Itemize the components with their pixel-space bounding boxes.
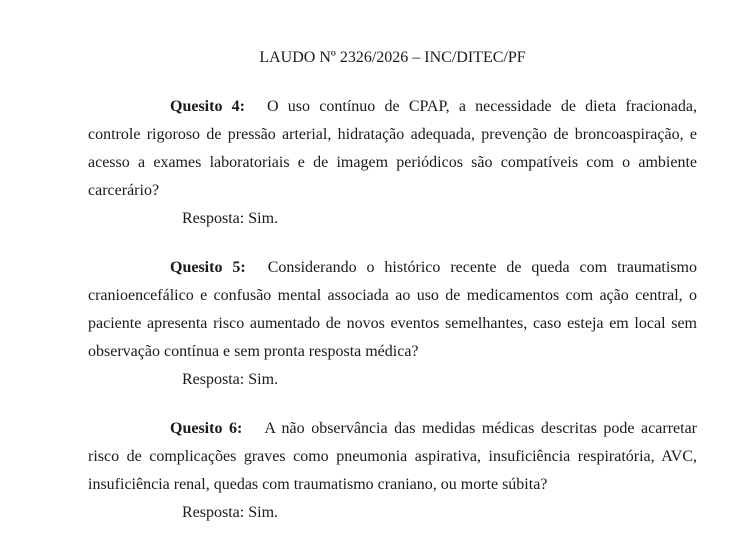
quesito-paragraph bbox=[88, 254, 697, 366]
document-title: LAUDO Nº 2326/2026 – INC/DITEC/PF bbox=[259, 49, 526, 66]
quesito-block bbox=[88, 254, 697, 394]
quesito-paragraph bbox=[88, 93, 697, 205]
quesito-paragraph bbox=[88, 415, 697, 499]
quesito-block bbox=[88, 93, 697, 233]
quesito-label: Quesito 6: bbox=[170, 420, 243, 437]
quesito-text: O uso contínuo de CPAP, a necessidade de dieta fracionada, controle rigoroso de pressão arterial, hidratação adequada, prevenção de broncoaspiração, e acesso a exames laboratoriais e de imagem periódicos são compatíveis com o ambiente carcerário? bbox=[88, 98, 697, 199]
quesito-label: Quesito 4: bbox=[170, 98, 246, 115]
resposta-line: Resposta: Sim. bbox=[182, 371, 279, 388]
quesito-label: Quesito 5: bbox=[170, 259, 246, 276]
resposta-line: Resposta: Sim. bbox=[182, 210, 279, 227]
resposta-line: Resposta: Sim. bbox=[182, 504, 279, 521]
quesito-text: Considerando o histórico recente de queda com traumatismo cranioencefálico e confusão mental associada ao uso de medicamentos com ação central, o paciente apresenta risco aumentado de novos eventos semelhantes, caso esteja em local sem observação contínua e sem pronta resposta médica? bbox=[88, 259, 697, 360]
quesito-block bbox=[88, 415, 697, 527]
quesito-text: A não observância das medidas médicas descritas pode acarretar risco de complicações graves como pneumonia aspirativa, insuficiência respiratória, AVC, insuficiência renal, quedas com traumatismo craniano, ou morte súbita? bbox=[88, 420, 697, 493]
